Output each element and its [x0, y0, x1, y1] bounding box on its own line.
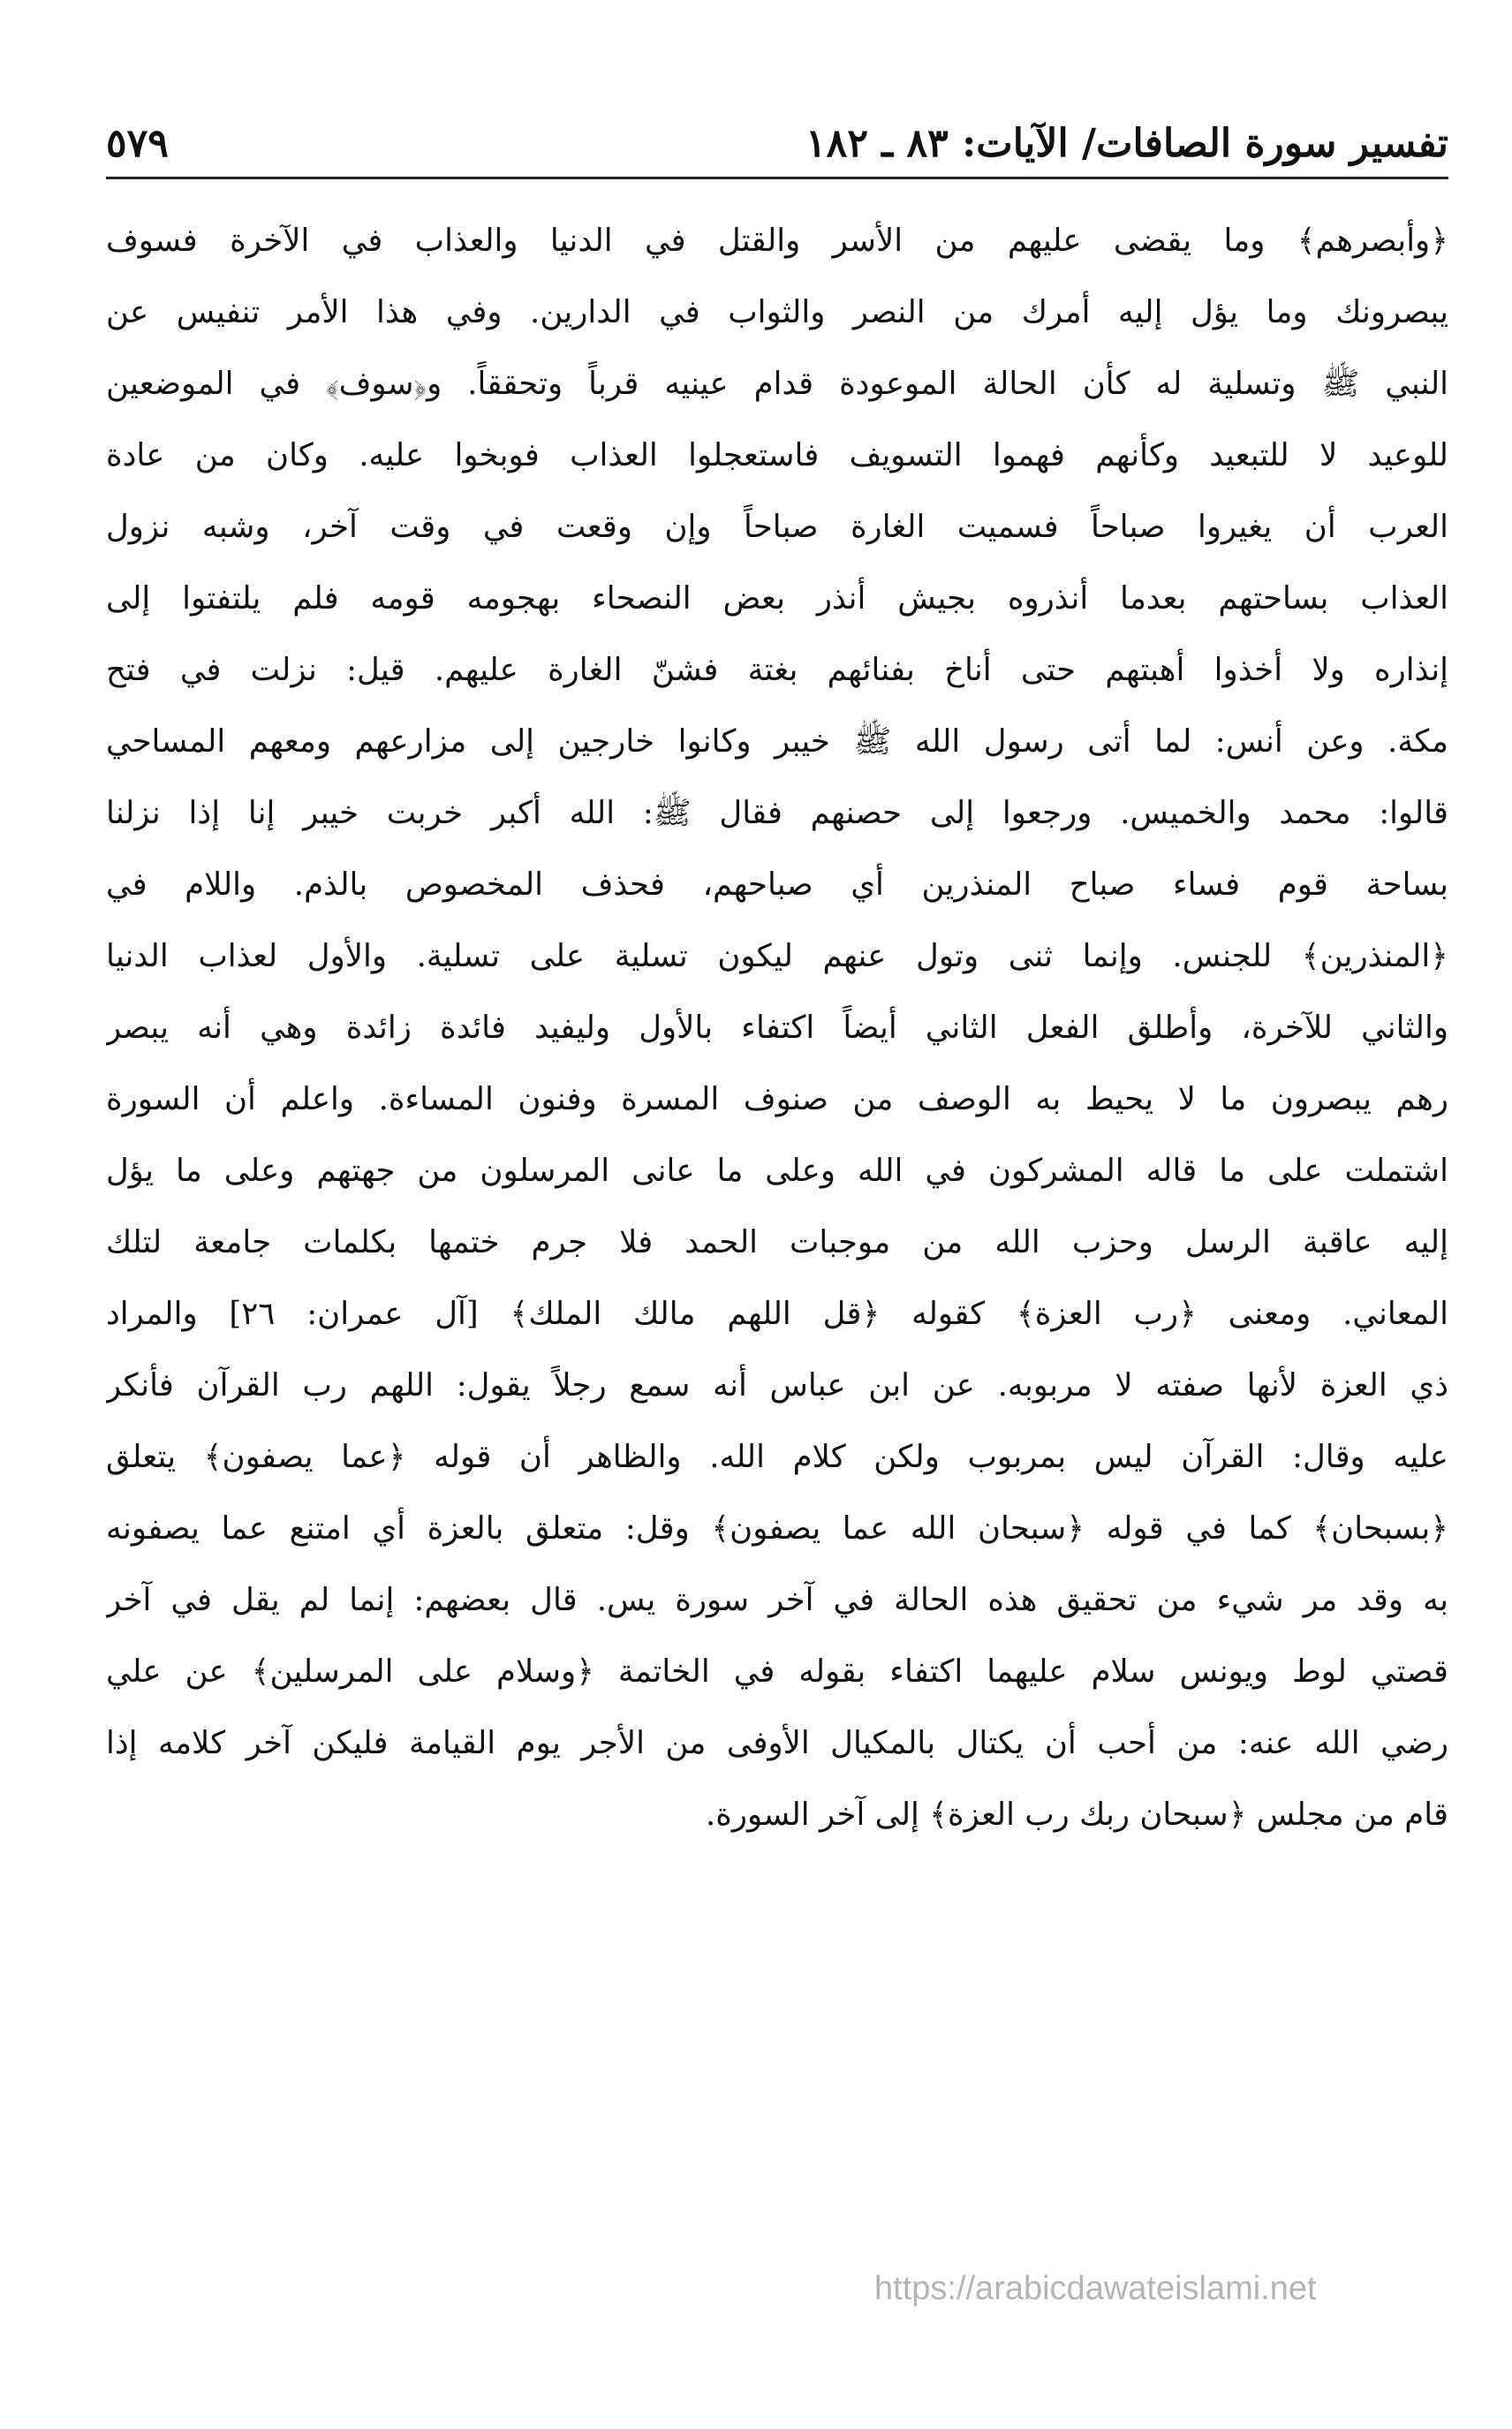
- header-divider: [106, 177, 1448, 179]
- text-line: النبي ﷺ وتسلية له كأن الحالة الموعودة قدام عينيه قرباً وتحققاً. و﴿سوف﴾ في الموضعين: [106, 366, 1448, 402]
- text-line: به وقد مر شيء من تحقيق هذه الحالة في آخر سورة يس. قال بعضهم: إنما لم يقل في آخر: [106, 1582, 1448, 1618]
- text-line: اشتملت على ما قاله المشركون في الله وعلى ما عانى المرسلون من جهتهم وعلى ما يؤل: [106, 1153, 1448, 1189]
- text-line: يبصرونك وما يؤل إليه أمرك من النصر والثواب في الدارين. وفي هذا الأمر تنفيس عن: [106, 294, 1448, 330]
- text-line: العذاب بساحتهم بعدما أنذروه بجيش أنذر بعض النصحاء بهجومه قومه فلم يلتفتوا إلى: [106, 580, 1448, 617]
- text-line: ﴿بسبحان﴾ كما في قوله ﴿سبحان الله عما يصفون﴾ وقل: متعلق بالعزة أي امتنع عما يصفونه: [106, 1510, 1448, 1547]
- text-line: العرب أن يغيروا صباحاً فسميت الغارة صباحاً وإن وقعت في وقت آخر، وشبه نزول: [106, 509, 1448, 545]
- watermark-url: https://arabicdawateislami.net: [874, 2270, 1317, 2307]
- text-line: قام من مجلس ﴿سبحان ربك رب العزة﴾ إلى آخر السورة.: [705, 1797, 1448, 1833]
- text-line: للوعيد لا للتبعيد وكأنهم فهموا التسويف فاستعجلوا العذاب فوبخوا عليه. وكان من عادة: [106, 437, 1448, 473]
- page-number: ٥٧٩: [106, 121, 169, 166]
- text-line: قالوا: محمد والخميس. ورجعوا إلى حصنهم فقال ﷺ: الله أكبر خربت خيبر إنا إذا نزلنا: [106, 795, 1448, 831]
- text-line: رضي الله عنه: من أحب أن يكتال بالمكيال الأوفى من الأجر يوم القيامة فليكن آخر كلامه إذا: [106, 1725, 1448, 1761]
- text-line: رهم يبصرون ما لا يحيط به الوصف من صنوف المسرة وفنون المساءة. واعلم أن السورة: [106, 1081, 1448, 1117]
- text-line: مكة. وعن أنس: لما أتى رسول الله ﷺ خيبر وكانوا خارجين إلى مزارعهم ومعهم المساحي: [106, 723, 1448, 760]
- text-line: ﴿المنذرين﴾ للجنس. وإنما ثنى وتول عنهم ليكون تسلية على تسلية. والأول لعذاب الدنيا: [106, 938, 1448, 974]
- text-line: ذي العزة لأنها صفته لا مربوبه. عن ابن عباس أنه سمع رجلاً يقول: اللهم رب القرآن فأنكر: [106, 1367, 1448, 1404]
- text-line: إنذاره ولا أخذوا أهبتهم حتى أناخ بفنائهم بغتة فشنّ الغارة عليهم. قيل: نزلت في فتح: [106, 652, 1448, 688]
- text-line: والثاني للآخرة، وأطلق الفعل الثاني أيضاً اكتفاء بالأول وليفيد فائدة زائدة وهي أنه يبصر: [106, 1010, 1448, 1046]
- text-line: ﴿وأبصرهم﴾ وما يقضى عليهم من الأسر والقتل في الدنيا والعذاب في الآخرة فسوف: [106, 223, 1448, 259]
- page-header: [106, 113, 1448, 175]
- running-header-title: تفسير سورة الصافات/ الآيات: ٨٣ ـ ١٨٢: [805, 121, 1448, 166]
- body-text: [106, 205, 1448, 1850]
- text-line: عليه وقال: القرآن ليس بمربوب ولكن كلام الله. والظاهر أن قوله ﴿عما يصفون﴾ يتعلق: [106, 1439, 1448, 1475]
- text-line: قصتي لوط ويونس سلام عليهما اكتفاء بقوله في الخاتمة ﴿وسلام على المرسلين﴾ عن علي: [106, 1653, 1448, 1690]
- text-line: المعاني. ومعنى ﴿رب العزة﴾ كقوله ﴿قل اللهم مالك الملك﴾ [آل عمران: ٢٦] والمراد: [106, 1296, 1448, 1332]
- text-line: إليه عاقبة الرسل وحزب الله من موجبات الحمد فلا جرم ختمها بكلمات جامعة لتلك: [106, 1224, 1448, 1260]
- text-line: بساحة قوم فساء صباح المنذرين أي صباحهم، فحذف المخصوص بالذم. واللام في: [106, 866, 1448, 903]
